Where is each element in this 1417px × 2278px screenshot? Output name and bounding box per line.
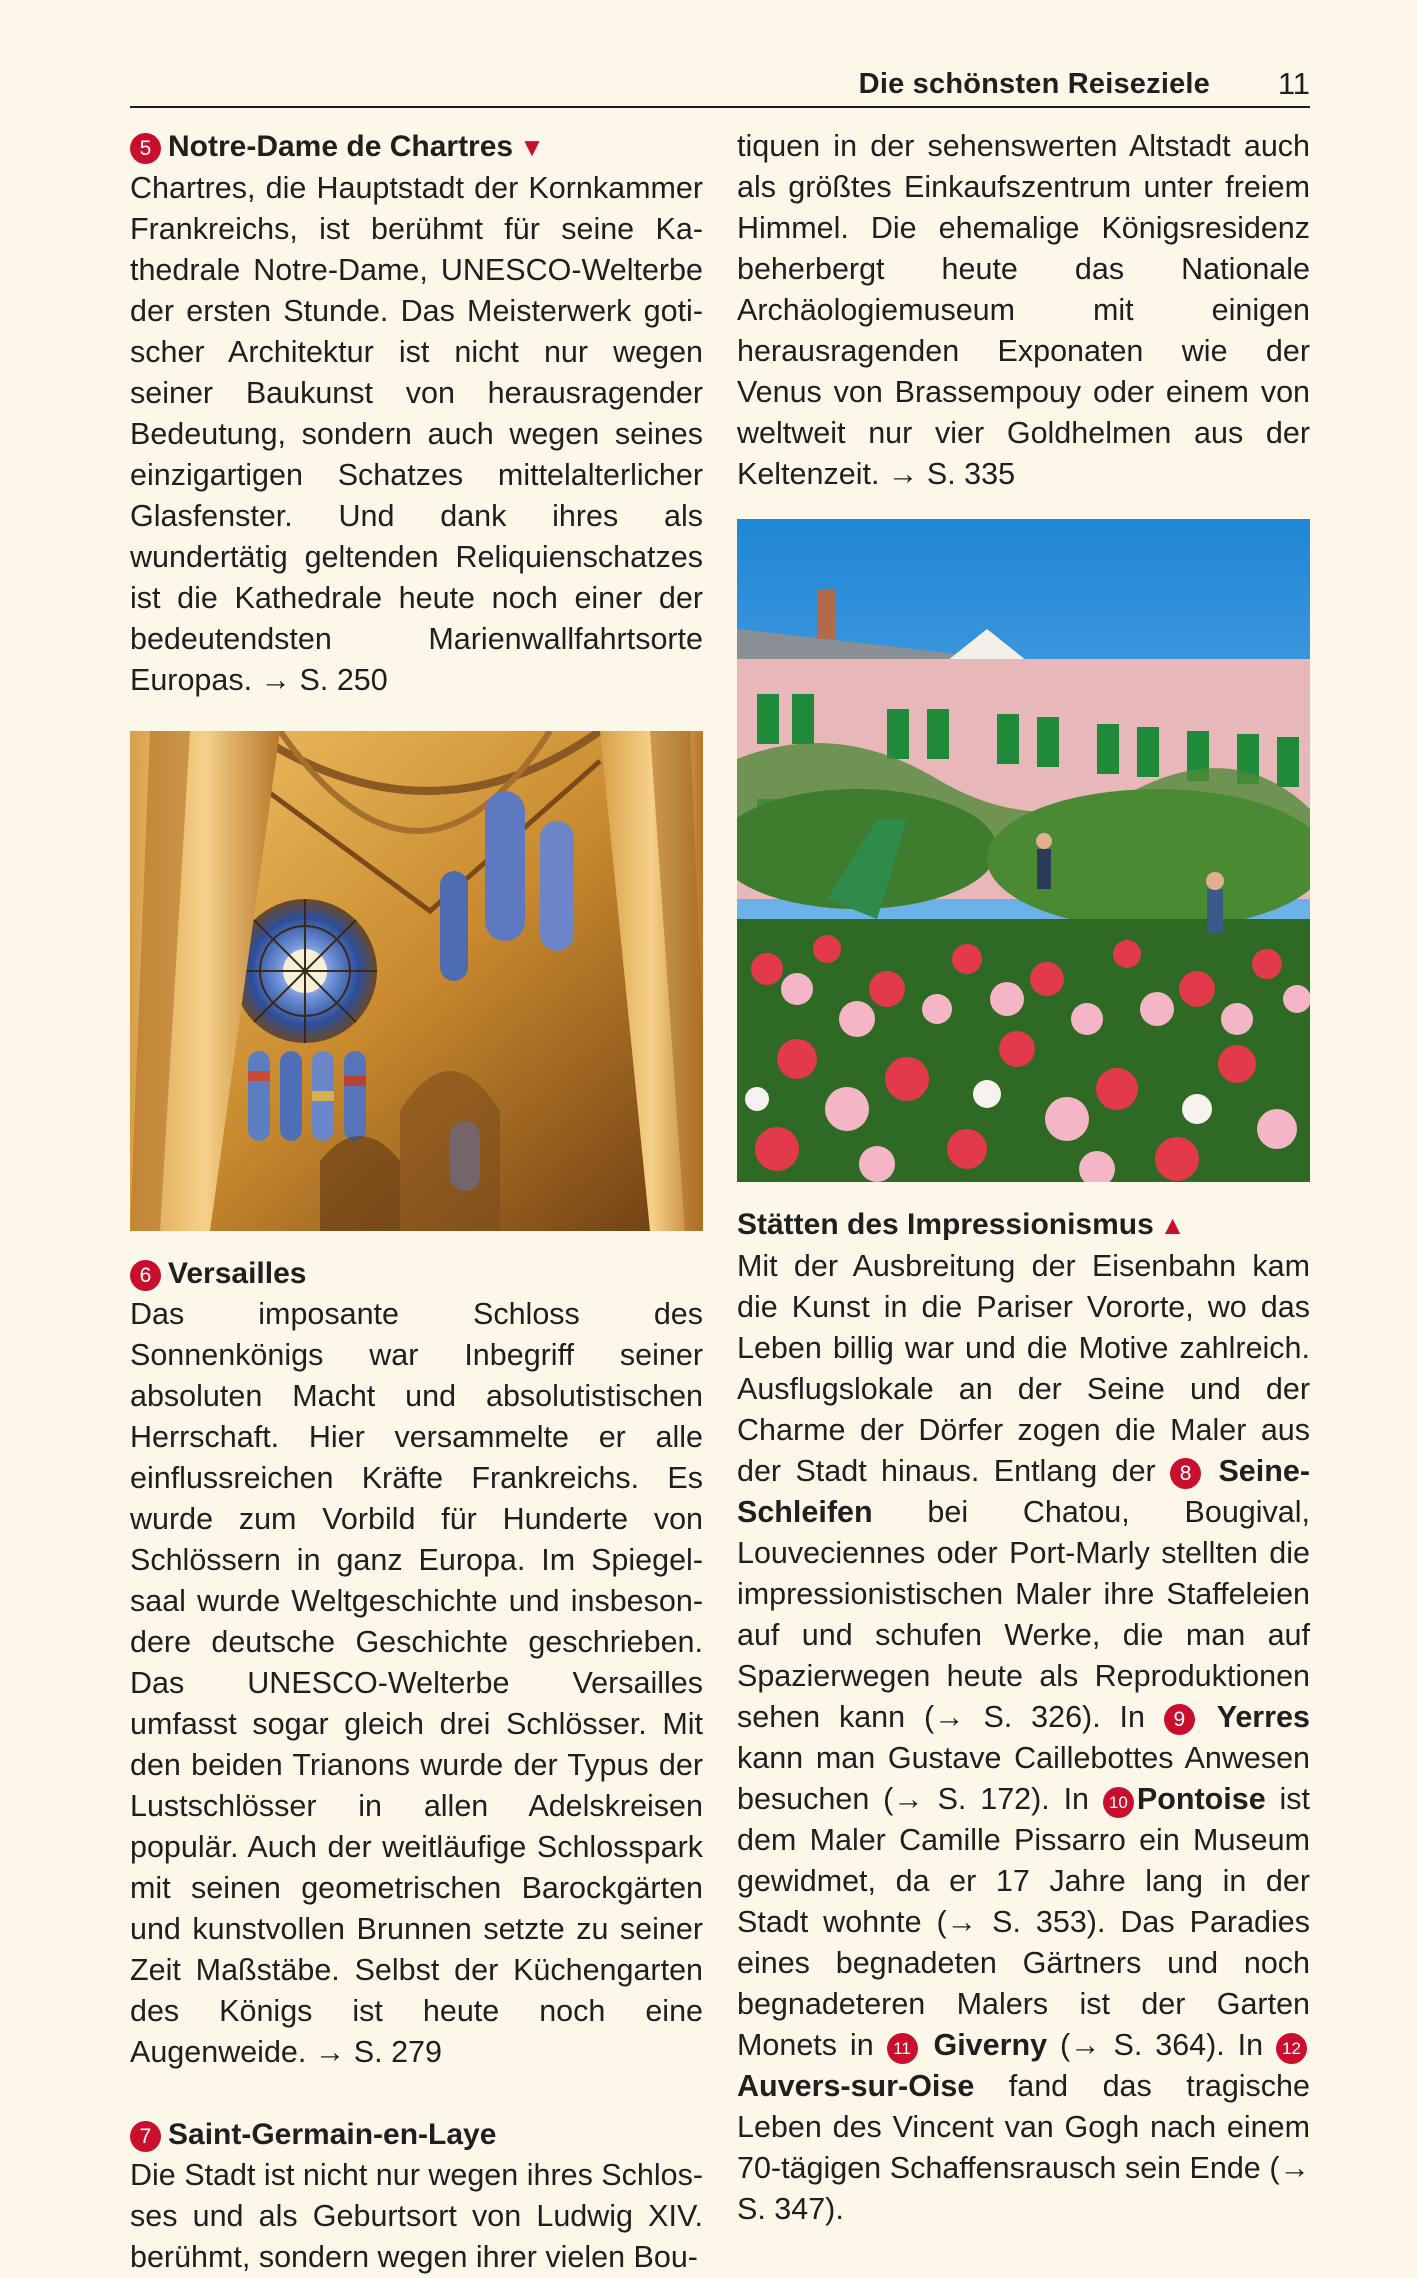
text-run: bei Chatou, Bougival, Louveciennes oder Port-Marly stellten die impressionistischen Maler ihre Staffeleien auf und schufen Werke, die man auf Spazierwegen heute als Reproduktionen sehen kann (→ S. 326). In bbox=[737, 1495, 1310, 1734]
place-name: Yerres bbox=[1216, 1700, 1310, 1734]
section-heading-versailles bbox=[130, 1253, 703, 1294]
number-badge: 10 bbox=[1103, 1787, 1134, 1818]
section-title: Saint-Germain-en-Laye bbox=[168, 2118, 497, 2151]
number-badge: 5 bbox=[130, 133, 161, 164]
number-badge: 9 bbox=[1164, 1704, 1195, 1735]
place-name: Giverny bbox=[933, 2028, 1048, 2062]
text-run: kann man Gustave Caillebottes Anwesen besuchen (→ S. 172). In bbox=[737, 1741, 1310, 1816]
text-run: ist dem Maler Camille Pissarro ein Museum gewidmet, da er 17 Jahre lang in der Stadt wohnte (→ S. 353). Das Paradies eines begnadeten Gärtners und noch begnadeteren Malers ist der Garten Monets in bbox=[737, 1782, 1310, 2062]
section-body-versailles: Das imposante Schloss des Sonnenkönigs war Inbegriff seiner absoluten Macht und absolutistischen Herrschaft. Hier versammelte er alle einflussreichen Kräfte Frankreichs. Es wurde zum Vorbild für Hunderte von Schlössern in ganz Europa. Im Spiegelsaal wurde Weltgeschichte und insbesondere deutsche Geschichte geschrieben. Das UNESCO-Welterbe Versailles umfasst sogar gleich drei Schlösser. Mit den beiden Trianons wurde der Typus der Lustschlösser in allen Adelskreisen populär. Auch der weitläufige Schlosspark mit seinen geometrischen Barockgärten und kunstvollen Brunnen setzte zu seiner Zeit Maßstäbe. Selbst der Küchengarten des Königs ist heute noch eine Augenweide. → S. 279 bbox=[130, 1297, 703, 2069]
number-badge: 12 bbox=[1276, 2033, 1307, 2064]
place-name: Seine-Schleifen bbox=[737, 1454, 1310, 1529]
map-marker-up-icon: ▲ bbox=[1159, 1210, 1186, 1240]
running-header bbox=[130, 58, 1310, 108]
number-badge: 7 bbox=[130, 2121, 161, 2152]
number-badge: 6 bbox=[130, 1260, 161, 1291]
place-name: Pontoise bbox=[1136, 1782, 1266, 1816]
page-number: 11 bbox=[1277, 66, 1310, 101]
section-body-chartres: Chartres, die Hauptstadt der Kornkammer Frankreichs, ist berühmt für seine Kathedrale Notre-Dame, UNESCO-Welterbe der ersten Stunde. Das Meisterwerk gotischer Architektur ist nicht nur wegen seiner Baukunst von herausragender Bedeutung, sondern auch wegen seines einzigartigen Schatzes mittelalterlicher Glasfenster. Und dank ihres als wundertätig geltenden Reliquienschatzes ist die Kathedrale heute noch einer der bedeutendsten Marienwallfahrtsorte Europas. → S. 250 bbox=[130, 171, 703, 697]
text-run: fand das tragische Leben des Vincent van Gogh nach einem 70-tägigen Schaffensrausch sein Ende (→ S. 347). bbox=[737, 2069, 1310, 2226]
section-body-saint-germain-part2: tiquen in der sehenswerten Altstadt auch als größtes Einkaufszentrum unter freiem Himmel. Die ehemalige Königsresidenz beherbergt heute das Nationale Archäologiemuseum mit einigen herausragenden Exponaten wie der Venus von Brassempouy oder einem von weltweit nur vier Goldhelmen aus der Keltenzeit. → S. 335 bbox=[737, 129, 1310, 491]
section-heading-chartres bbox=[130, 126, 703, 168]
left-column bbox=[130, 126, 703, 2278]
place-name: Auvers-sur-Oise bbox=[737, 2069, 975, 2103]
header-title: Die schönsten Reiseziele bbox=[858, 68, 1210, 100]
section-title: Notre-Dame de Chartres bbox=[168, 130, 514, 163]
section-title: Stätten des Impressionismus bbox=[737, 1208, 1154, 1241]
text-run: (→ S. 364). In bbox=[1059, 2028, 1264, 2062]
section-title: Versailles bbox=[168, 1257, 307, 1290]
section-body-impressionism bbox=[737, 1246, 1310, 2230]
section-body-saint-germain-part1: Die Stadt ist nicht nur wegen ihres Schlosses und als Geburtsort von Ludwig XIV. berühmt, sondern wegen ihrer vielen Bou- bbox=[130, 2158, 704, 2274]
section-heading-saint-germain bbox=[130, 2114, 703, 2155]
photo-chartres-cathedral bbox=[130, 731, 703, 1231]
number-badge: 11 bbox=[887, 2033, 918, 2064]
photo-giverny-garden bbox=[737, 519, 1310, 1182]
right-column bbox=[737, 126, 1310, 2230]
map-marker-down-icon: ▼ bbox=[519, 132, 545, 162]
number-badge: 8 bbox=[1170, 1458, 1201, 1489]
text-run: Mit der Ausbreitung der Eisenbahn kam die Kunst in die Pariser Vororte, wo das Leben billig war und die Motive zahlreich. Ausflugslokale an der Seine und der Charme der Dörfer zogen die Maler aus der Stadt hinaus. Entlang der bbox=[737, 1249, 1310, 1488]
section-heading-impressionism bbox=[737, 1204, 1310, 1246]
